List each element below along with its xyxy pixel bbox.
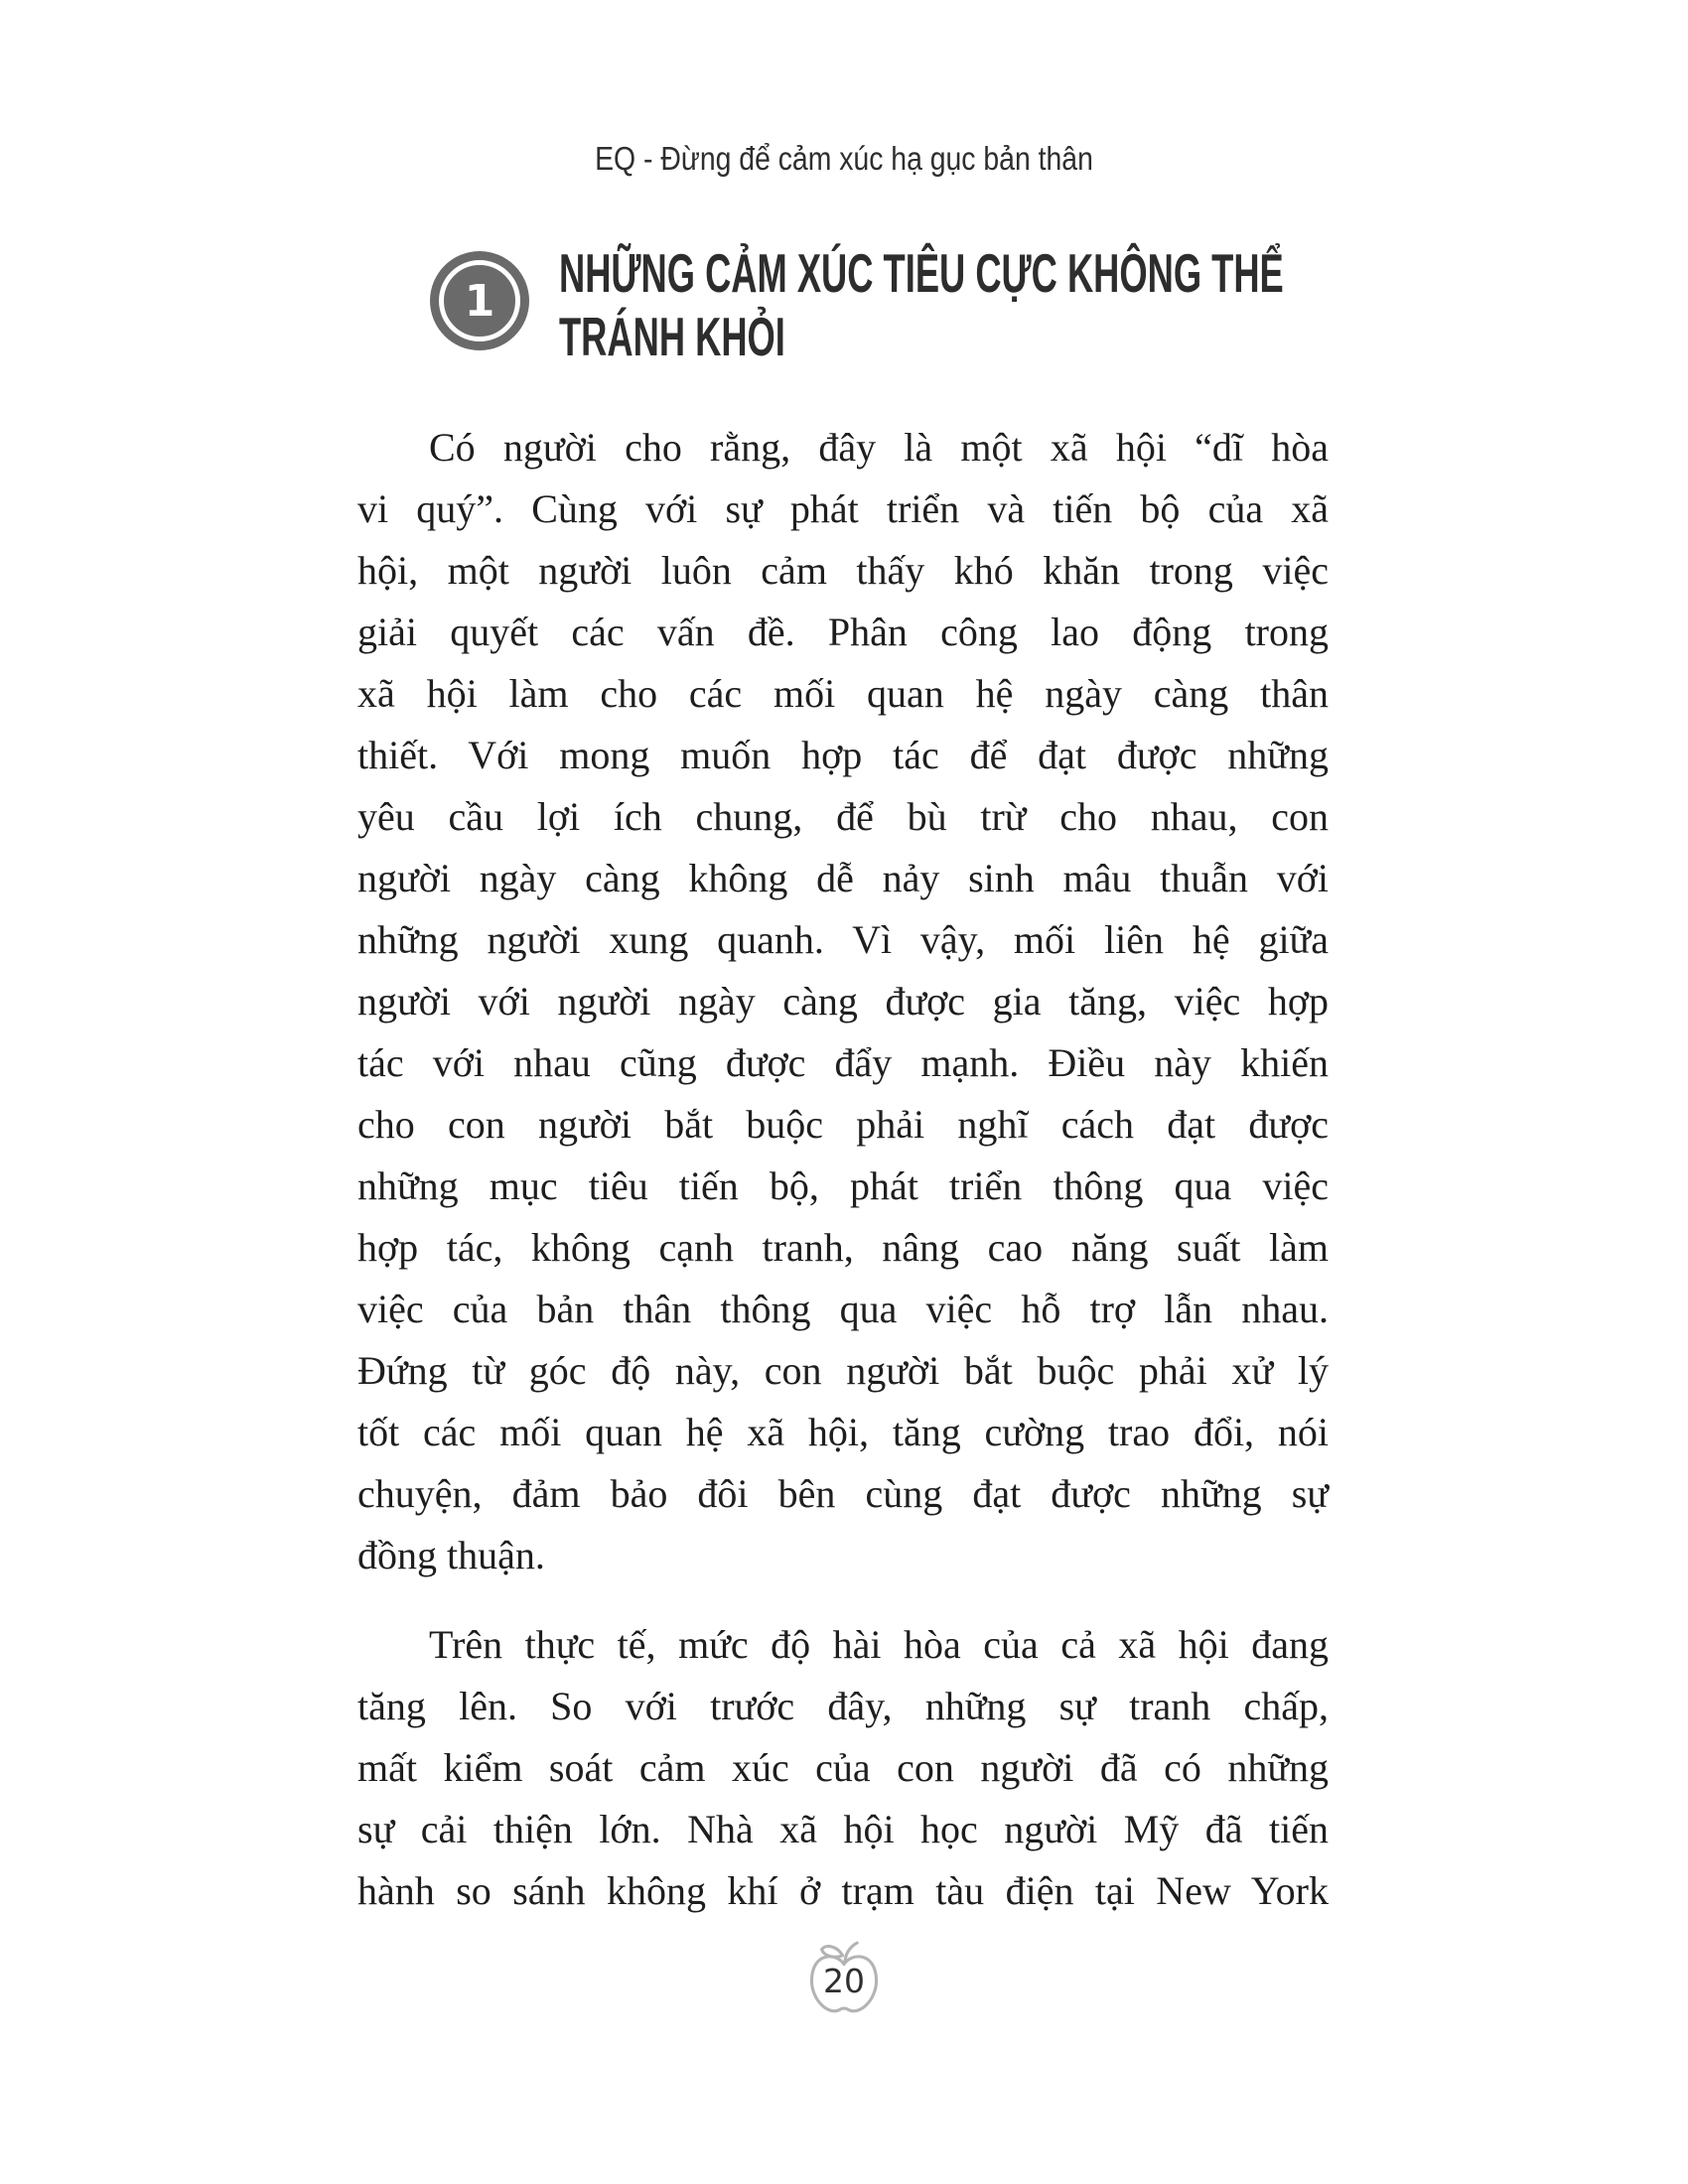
page-number: 20	[823, 1962, 865, 2000]
body-text	[357, 417, 1329, 1922]
text-line: việc của bản thân thông qua việc hỗ trợ lẫn nhau.	[357, 1287, 1329, 1331]
text-line: tăng lên. So với trước đây, những sự tranh chấp,	[357, 1684, 1329, 1728]
text-line: hội, một người luôn cảm thấy khó khăn trong việc	[357, 548, 1329, 593]
text-line: người với người ngày càng được gia tăng, việc hợp	[357, 979, 1329, 1024]
section-title-line-1: NHỮNG CẢM XÚC TIÊU CỰC KHÔNG THỂ	[559, 242, 1284, 304]
section-title	[559, 241, 1284, 368]
text-line: tốt các mối quan hệ xã hội, tăng cường trao đổi, nói	[357, 1410, 1329, 1454]
paragraph-1	[357, 417, 1329, 1586]
paragraph-2	[357, 1614, 1329, 1922]
text-line: cho con người bắt buộc phải nghĩ cách đạt được	[357, 1102, 1329, 1147]
text-line: những người xung quanh. Vì vậy, mối liên hệ giữa	[357, 917, 1329, 962]
text-line: thiết. Với mong muốn hợp tác để đạt được những	[357, 733, 1329, 777]
text-line: giải quyết các vấn đề. Phân công lao động trong	[357, 610, 1329, 654]
text-line: yêu cầu lợi ích chung, để bù trừ cho nhau, con	[357, 794, 1329, 839]
page-number-badge	[800, 1938, 888, 2029]
text-line: vi quý”. Cùng với sự phát triển và tiến bộ của xã	[357, 486, 1329, 531]
section-title-line-2: TRÁNH KHỎI	[559, 306, 785, 367]
text-line: hợp tác, không cạnh tranh, nâng cao năng suất làm	[357, 1225, 1329, 1270]
chapter-number: 1	[464, 275, 495, 327]
text-line: chuyện, đảm bảo đôi bên cùng đạt được những sự	[357, 1471, 1329, 1516]
text-line: đồng thuận.	[357, 1533, 545, 1577]
text-line: sự cải thiện lớn. Nhà xã hội học người Mỹ đã tiến	[357, 1807, 1329, 1851]
page-footer	[0, 1938, 1688, 2029]
chapter-number-badge	[430, 251, 529, 350]
text-line: tác với nhau cũng được đẩy mạnh. Điều này khiến	[357, 1040, 1329, 1085]
text-line: Trên thực tế, mức độ hài hòa của cả xã hội đang	[429, 1622, 1329, 1667]
text-line: xã hội làm cho các mối quan hệ ngày càng thân	[357, 671, 1329, 716]
text-line: Có người cho rằng, đây là một xã hội “dĩ hòa	[429, 425, 1329, 470]
running-header: EQ - Đừng để cảm xúc hạ gục bản thân	[595, 140, 1093, 177]
text-line: mất kiểm soát cảm xúc của con người đã có những	[357, 1745, 1329, 1790]
text-line: Đứng từ góc độ này, con người bắt buộc phải xử lý	[357, 1348, 1329, 1393]
text-line: hành so sánh không khí ở trạm tàu điện tại New York	[357, 1868, 1329, 1913]
text-line: người ngày càng không dễ nảy sinh mâu thuẫn với	[357, 856, 1329, 900]
text-line: những mục tiêu tiến bộ, phát triển thông qua việc	[357, 1163, 1329, 1208]
